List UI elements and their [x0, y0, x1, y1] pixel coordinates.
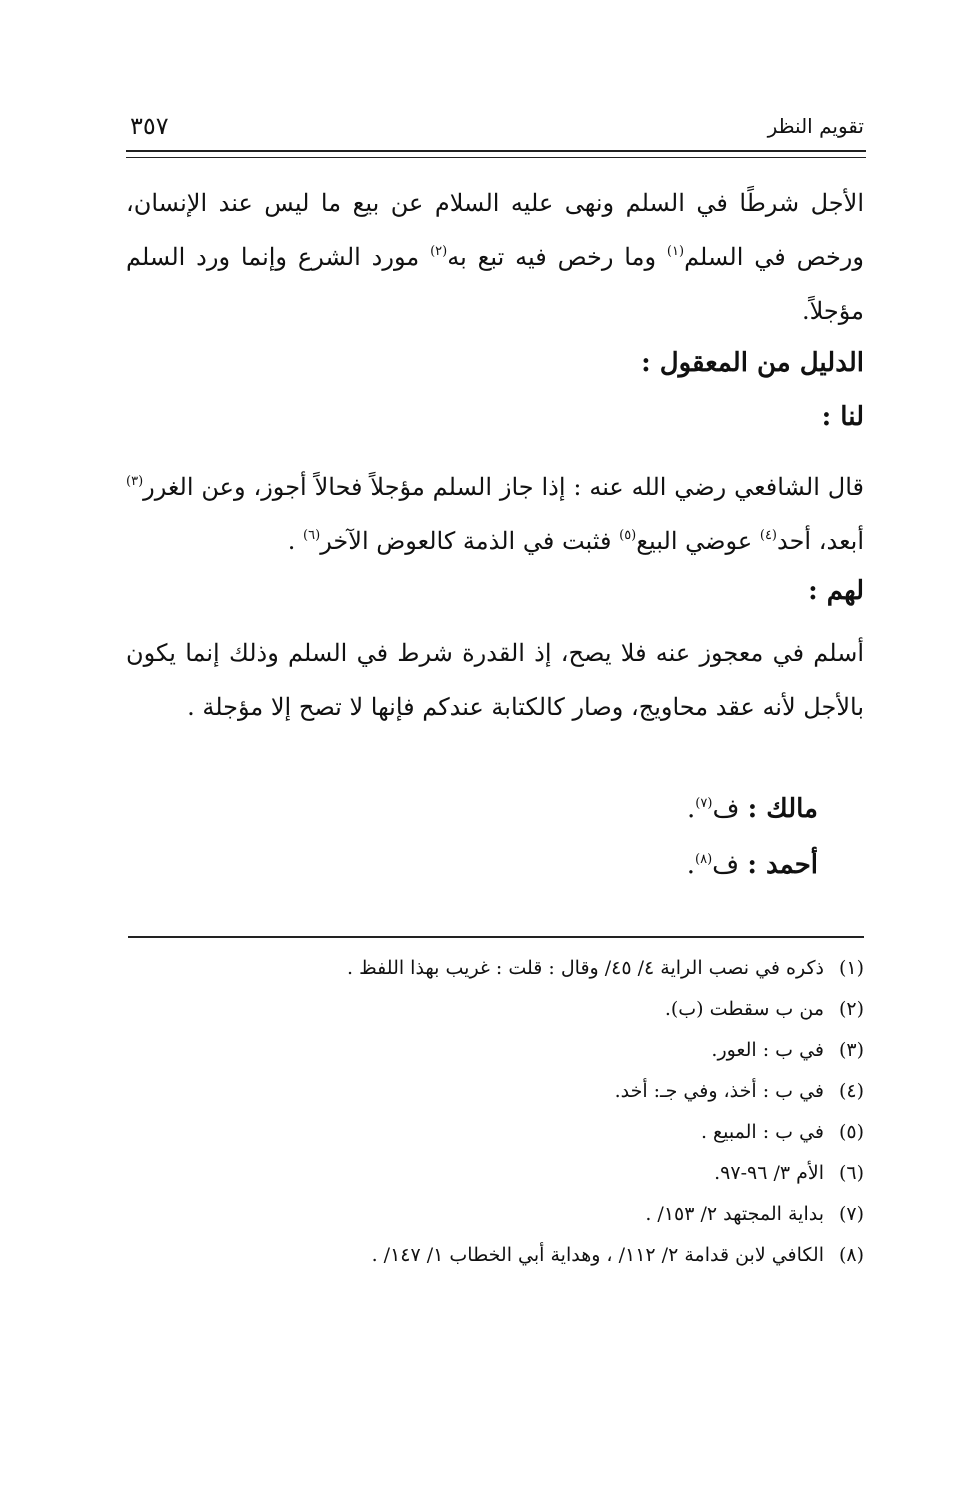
footnote-4 [126, 1071, 864, 1112]
footnote-2 [126, 989, 864, 1030]
footnote-ref-5[interactable]: (٥) [619, 528, 637, 543]
paragraph-3: أسلم في معجوز عنه فلا يصح، إذ القدرة شرط في السلم وذلك إنما يكون بالأجل لأنه عقد محاويج، وصار كالكتابة عندكم فإنها لا تصح إلا مؤجلة . [126, 639, 864, 721]
heading-for-them: لهم : [808, 576, 864, 606]
footnote-text: ذكره في نصب الراية ٤/ ٤٥/ وقال : قلت : غريب بهذا اللفظ . [347, 957, 824, 979]
paragraph-1-part-3: وما رخص فيه تبع به [447, 243, 667, 271]
page-number: ٣٥٧ [130, 112, 169, 140]
footnote-number: (٣) [838, 1039, 864, 1061]
footnote-text: في ب : المبيع . [700, 1121, 824, 1143]
ahmad-label: أحمد : [747, 850, 818, 880]
footnote-5 [126, 1112, 864, 1153]
paragraph-1-part-2: ورخص في السلم [684, 243, 864, 271]
footnote-ref-3[interactable]: (٣) [126, 474, 144, 489]
footnote-ref-2[interactable]: (٢) [430, 244, 448, 259]
footnote-number: (٦) [838, 1162, 864, 1184]
footnote-ref-8[interactable]: (٨) [695, 852, 713, 867]
ahmad-line [687, 850, 818, 880]
footnote-ref-7[interactable]: (٧) [695, 796, 713, 811]
footnotes [126, 948, 864, 1276]
footnote-3 [126, 1030, 864, 1071]
malik-end: . [687, 794, 696, 824]
paragraph-2-part-1: قال الشافعي رضي الله عنه : إذا جاز السلم مؤجلاً فحالاً أجوز، وعن الغرر [143, 473, 864, 501]
footnote-text: بداية المجتهد ٢/ ١٥٣/ . [645, 1203, 824, 1225]
malik-text: ف [712, 794, 748, 824]
ahmad-end: . [686, 850, 696, 880]
footnote-ref-6[interactable]: (٦) [303, 528, 321, 543]
heading-rational-evidence: الدليل من المعقول : [641, 348, 864, 378]
page-header [126, 108, 864, 152]
paragraph-2-part-3: عوضي البيع [636, 527, 760, 555]
footnote-text: في ب : أخذ، وفي جـ: أخد. [614, 1080, 824, 1102]
malik-label: مالك : [747, 794, 818, 824]
footnote-text: من ب سقطت (ب). [664, 998, 824, 1020]
footnote-text: الكافي لابن قدامة ٢/ ١١٢/ ، وهداية أبي الخطاب ١/ ١٤٧/ . [371, 1244, 824, 1266]
footnote-text: الأم ٣/ ٩٦-٩٧. [714, 1162, 824, 1184]
footnote-8 [126, 1235, 864, 1276]
footnote-number: (٧) [838, 1203, 864, 1225]
footnote-6 [126, 1153, 864, 1194]
ahmad-text: ف [712, 850, 748, 880]
paragraph-1 [126, 176, 864, 338]
paragraph-2-part-5: . [287, 527, 304, 555]
paragraph-1-part-4: مورد الشرع وإنما ورد السلم مؤجلاً. [126, 243, 864, 325]
footnote-rule [128, 936, 864, 938]
footnote-number: (٤) [838, 1080, 864, 1102]
running-title: تقويم النظر [767, 114, 864, 138]
footnote-number: (١) [838, 957, 864, 979]
footnote-number: (٥) [838, 1121, 864, 1143]
malik-line [687, 794, 818, 824]
footnote-number: (٢) [838, 998, 864, 1020]
paragraph-1-line-1: الأجل شرطًا في السلم ونهى عليه السلام عن بيع ما ليس عند الإنسان، [126, 189, 864, 217]
footnote-ref-4[interactable]: (٤) [759, 528, 777, 543]
paragraph-2 [126, 460, 864, 568]
footnote-ref-1[interactable]: (١) [666, 244, 685, 259]
paragraph-2-part-2: أبعد، أحد [777, 527, 864, 555]
heading-for-us: لنا : [821, 402, 864, 432]
footnote-7 [126, 1194, 864, 1235]
footnote-number: (٨) [838, 1244, 864, 1266]
paragraph-2-part-4: فثبت في الذمة كالعوض الآخر [320, 527, 620, 555]
footnote-text: في ب : العور. [711, 1039, 824, 1061]
header-rule [126, 150, 866, 158]
footnote-1 [126, 948, 864, 989]
